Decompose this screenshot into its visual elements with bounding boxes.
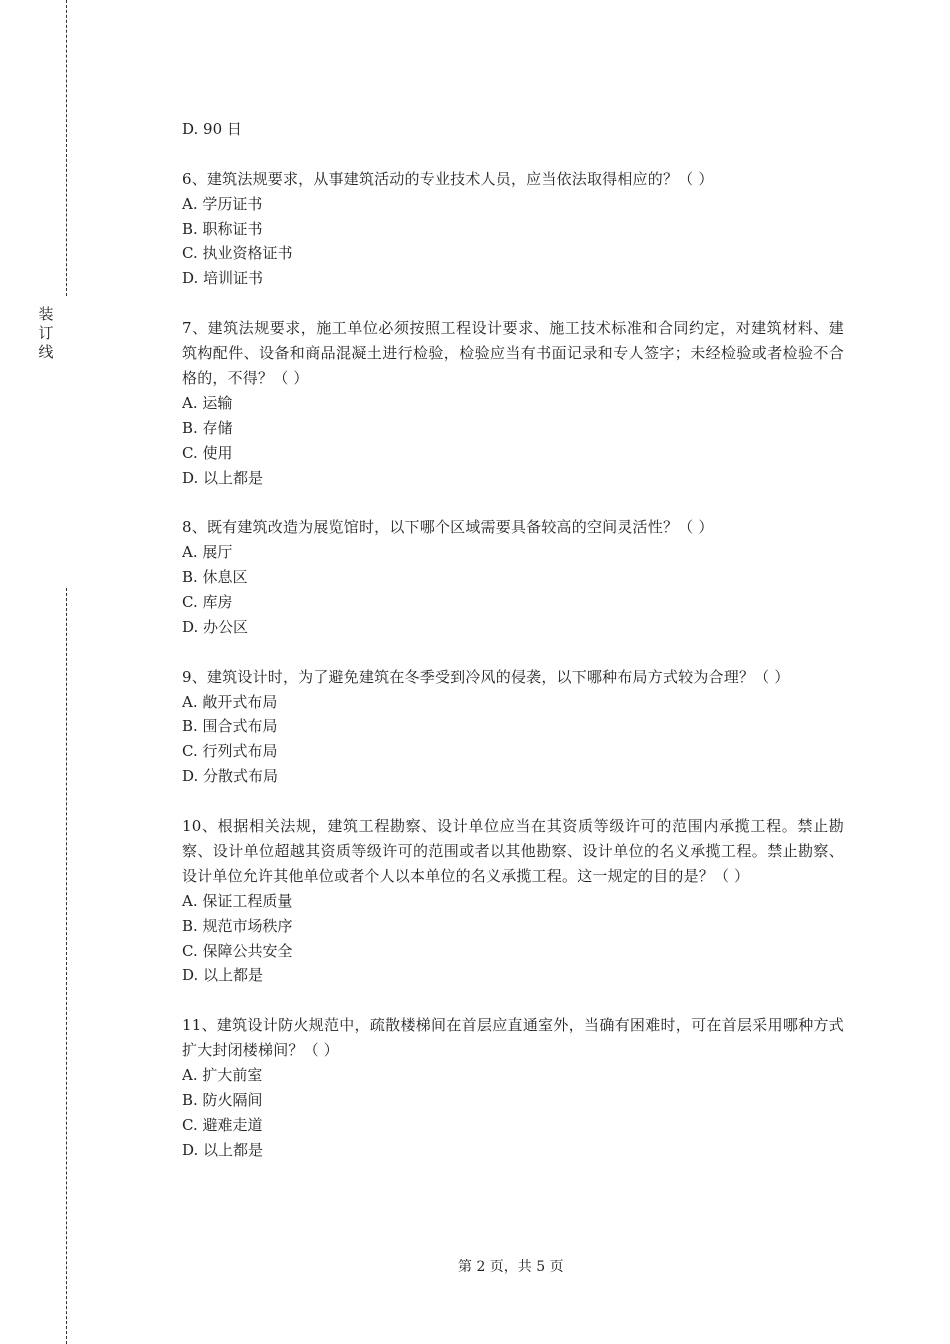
previous-question-option-d: D. 90 日 — [182, 120, 242, 138]
option-d: D. 以上都是 — [182, 966, 264, 985]
option-a: A. 扩大前室 — [182, 1066, 263, 1085]
option-c: C. 行列式布局 — [182, 742, 278, 761]
option-b: B. 防火隔间 — [182, 1090, 263, 1109]
binding-label-char: 线 — [38, 343, 54, 361]
question-stem: 10、根据相关法规，建筑工程勘察、设计单位应当在其资质等级许可的范围内承揽工程。禁止勘察、设计单位超越其资质等级许可的范围或者以其他勘察、设计单位的名义承揽工程。禁止勘察、设计单位允许其他单位或者个人以本单位的名义承揽工程。这一规定的目的是？（ ） — [182, 817, 844, 885]
binding-label-char: 装 — [38, 305, 54, 323]
page-number: 第 2 页，共 5 页 — [458, 1259, 564, 1275]
option-a: A. 敞开式布局 — [182, 692, 278, 711]
option-a: A. 运输 — [182, 393, 233, 412]
option-c: C. 库房 — [182, 593, 233, 611]
binding-label — [36, 305, 56, 362]
question-10 — [182, 814, 844, 988]
binding-dashed-line-bottom — [66, 588, 67, 1344]
question-stem: 11、建筑设计防火规范中，疏散楼梯间在首层应直通室外，当确有困难时，可在首层采用哪种方式扩大封闭楼梯间？（ ） — [182, 1016, 844, 1060]
option-a: A. 展厅 — [182, 543, 233, 562]
option-d: D. 分散式布局 — [182, 767, 279, 786]
question-11 — [182, 1013, 844, 1162]
option-c: C. 保障公共安全 — [182, 941, 293, 960]
option-b: B. 存储 — [182, 418, 233, 437]
option-b: B. 职称证书 — [182, 219, 263, 238]
option-a: A. 保证工程质量 — [182, 891, 293, 910]
option-d: D. 办公区 — [182, 617, 249, 636]
question-stem: 7、建筑法规要求，施工单位必须按照工程设计要求、施工技术标准和合同约定，对建筑材料、建筑构配件、设备和商品混凝土进行检验，检验应当有书面记录和专人签字；未经检验或者检验不合格的，不得？（ ） — [182, 319, 844, 387]
question-6 — [182, 167, 844, 291]
option-c: C. 避难走道 — [182, 1115, 263, 1134]
question-9 — [182, 665, 844, 789]
option-b: B. 规范市场秩序 — [182, 916, 293, 935]
option-d: D. 以上都是 — [182, 1140, 264, 1159]
question-8 — [182, 515, 844, 639]
question-stem: 6、建筑法规要求，从事建筑活动的专业技术人员，应当依法取得相应的？（ ） — [182, 169, 714, 188]
binding-dashed-line-top — [66, 0, 67, 296]
question-stem: 9、建筑设计时，为了避免建筑在冬季受到冷风的侵袭，以下哪种布局方式较为合理？（ ） — [182, 667, 790, 686]
option-b: B. 休息区 — [182, 568, 248, 587]
question-7 — [182, 316, 844, 490]
option-c: C. 执业资格证书 — [182, 244, 293, 263]
option-c: C. 使用 — [182, 443, 233, 462]
option-d: D. 培训证书 — [182, 269, 264, 288]
option-a: A. 学历证书 — [182, 194, 263, 213]
question-content — [182, 117, 844, 1163]
question-stem: 8、既有建筑改造为展览馆时，以下哪个区域需要具备较高的空间灵活性？（ ） — [182, 518, 714, 537]
option-b: B. 围合式布局 — [182, 717, 278, 736]
option-d: D. 以上都是 — [182, 468, 264, 487]
binding-label-char: 订 — [38, 324, 54, 342]
